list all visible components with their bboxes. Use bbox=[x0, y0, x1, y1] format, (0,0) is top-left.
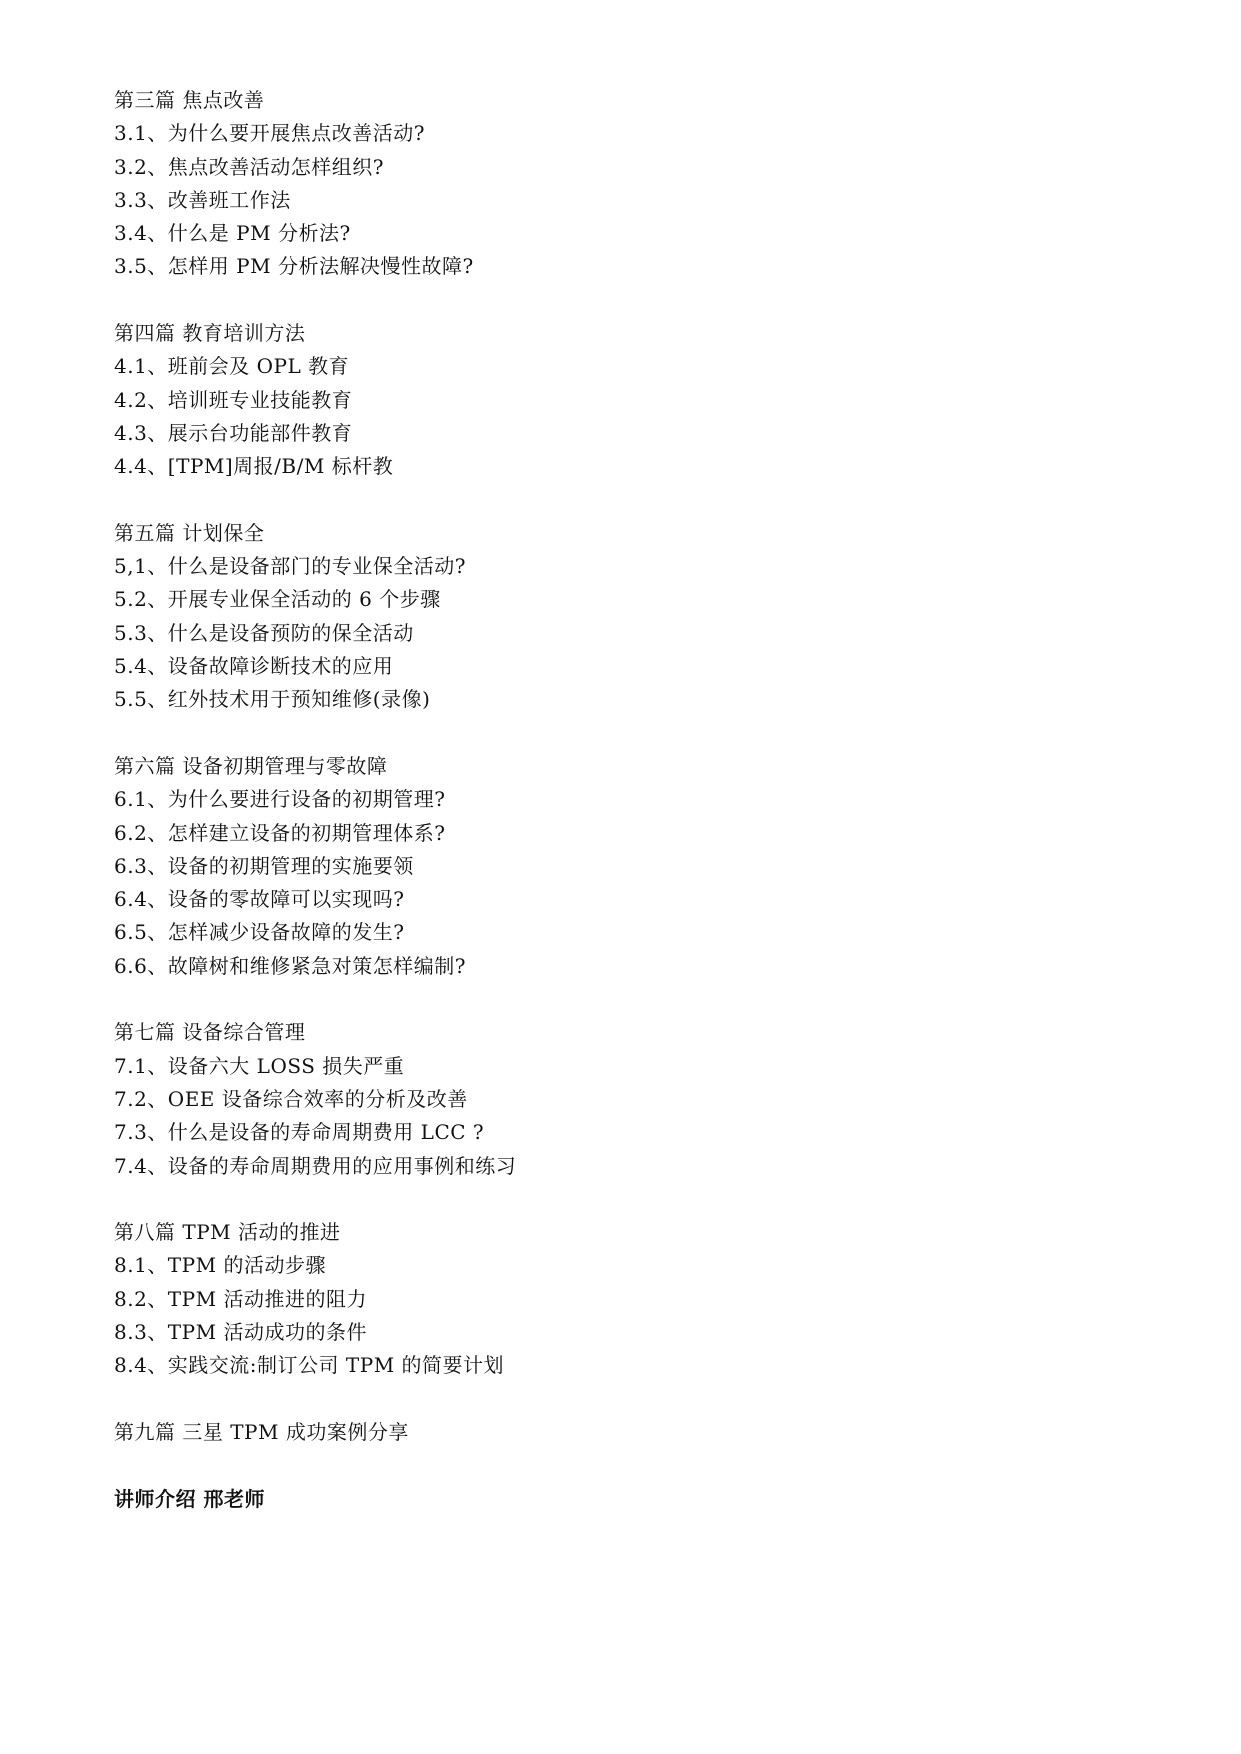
list-item: 8.3、TPM 活动成功的条件 bbox=[114, 1319, 367, 1344]
list-item: 6.2、怎样建立设备的初期管理体系? bbox=[114, 820, 446, 845]
list-item: 3.4、什么是 PM 分析法? bbox=[114, 221, 351, 246]
list-item: 4.4、[TPM]周报/B/M 标杆教 bbox=[114, 454, 394, 479]
spacer bbox=[114, 284, 1114, 317]
section-7 bbox=[114, 1016, 1114, 1182]
list-item: 7.1、设备六大 LOSS 损失严重 bbox=[114, 1053, 405, 1078]
section-6 bbox=[114, 750, 1114, 983]
section-3 bbox=[114, 84, 1114, 284]
list-item: 3.5、怎样用 PM 分析法解决慢性故障? bbox=[114, 254, 474, 279]
spacer bbox=[114, 1183, 1114, 1216]
section-title: 第三篇 焦点改善 bbox=[114, 88, 265, 112]
list-item: 4.1、班前会及 OPL 教育 bbox=[114, 354, 350, 379]
course-outline bbox=[114, 84, 1114, 1516]
list-item: 5.3、什么是设备预防的保全活动 bbox=[114, 620, 414, 645]
spacer bbox=[114, 1449, 1114, 1483]
list-item: 6.3、设备的初期管理的实施要领 bbox=[114, 853, 414, 878]
spacer bbox=[114, 1383, 1114, 1416]
spacer bbox=[114, 983, 1114, 1016]
section-title: 第九篇 三星 TPM 成功案例分享 bbox=[114, 1419, 409, 1444]
list-item: 5.4、设备故障诊断技术的应用 bbox=[114, 654, 394, 679]
list-item: 6.4、设备的零故障可以实现吗? bbox=[114, 887, 405, 912]
list-item: 4.3、展示台功能部件教育 bbox=[114, 420, 353, 445]
section-title: 第五篇 计划保全 bbox=[114, 520, 265, 545]
list-item: 4.2、培训班专业技能教育 bbox=[114, 387, 353, 412]
list-item: 8.2、TPM 活动推进的阻力 bbox=[114, 1286, 367, 1311]
section-9 bbox=[114, 1416, 1114, 1449]
list-item: 6.6、故障树和维修紧急对策怎样编制? bbox=[114, 953, 467, 978]
list-item: 8.4、实践交流:制订公司 TPM 的简要计划 bbox=[114, 1353, 505, 1378]
spacer bbox=[114, 484, 1114, 517]
list-item: 6.1、为什么要进行设备的初期管理? bbox=[114, 787, 446, 812]
section-title: 第六篇 设备初期管理与零故障 bbox=[114, 753, 388, 778]
list-item: 3.3、改善班工作法 bbox=[114, 187, 291, 212]
section-title: 第四篇 教育培训方法 bbox=[114, 321, 306, 346]
list-item: 7.4、设备的寿命周期费用的应用事例和练习 bbox=[114, 1153, 517, 1178]
list-item: 5,1、什么是设备部门的专业保全活动? bbox=[114, 554, 467, 579]
list-item: 3.2、焦点改善活动怎样组织? bbox=[114, 154, 385, 179]
list-item: 5.2、开展专业保全活动的 6 个步骤 bbox=[114, 587, 441, 612]
list-item: 8.1、TPM 的活动步骤 bbox=[114, 1253, 326, 1278]
section-8 bbox=[114, 1216, 1114, 1382]
spacer bbox=[114, 717, 1114, 750]
section-title: 第八篇 TPM 活动的推进 bbox=[114, 1220, 341, 1245]
list-item: 7.3、什么是设备的寿命周期费用 LCC ? bbox=[114, 1120, 485, 1145]
section-title: 第七篇 设备综合管理 bbox=[114, 1020, 306, 1045]
instructor-heading: 讲师介绍 邢老师 bbox=[114, 1487, 265, 1512]
list-item: 7.2、OEE 设备综合效率的分析及改善 bbox=[114, 1086, 468, 1111]
list-item: 6.5、怎样减少设备故障的发生? bbox=[114, 920, 405, 945]
list-item: 3.1、为什么要开展焦点改善活动? bbox=[114, 121, 426, 146]
section-4 bbox=[114, 317, 1114, 483]
section-5 bbox=[114, 517, 1114, 717]
list-item: 5.5、红外技术用于预知维修(录像) bbox=[114, 687, 431, 712]
